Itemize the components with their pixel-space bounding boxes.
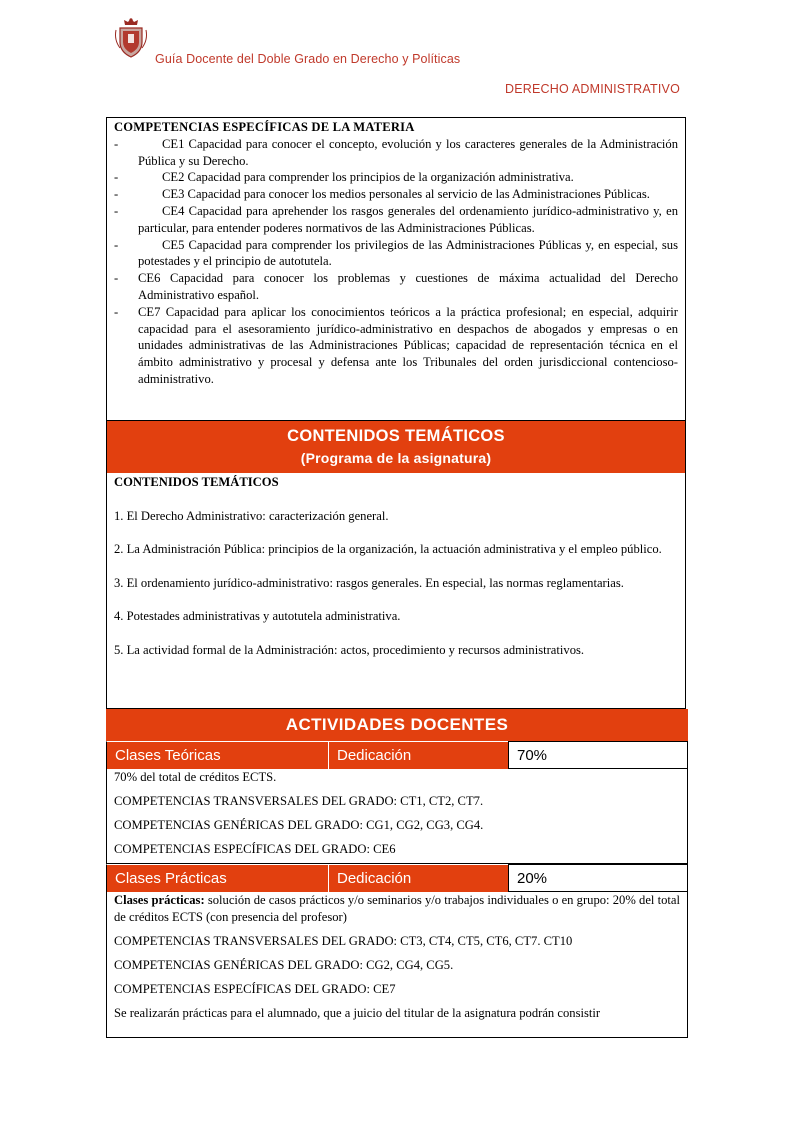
contenido-item: 2. La Administración Pública: principios de la organización, la actuación administrativa y el empleo público. (114, 542, 662, 557)
competencias-heading: COMPETENCIAS ESPECÍFICAS DE LA MATERIA (114, 120, 415, 134)
practicas-intro (114, 892, 680, 925)
teoricas-dedicacion-label: Dedicación (328, 741, 508, 769)
practicas-intro-bold: Clases prácticas: (114, 893, 205, 907)
contenidos-band-subtitle: (Programa de la asignatura) (300, 450, 492, 466)
teoricas-line: COMPETENCIAS TRANSVERSALES DEL GRADO: CT1, CT2, CT7. (114, 794, 484, 808)
teoricas-line: COMPETENCIAS ESPECÍFICAS DEL GRADO: CE6 (114, 842, 396, 856)
subject-name: DERECHO ADMINISTRATIVO (504, 82, 680, 96)
contenidos-heading: CONTENIDOS TEMÁTICOS (114, 475, 279, 489)
practicas-label: Clases Prácticas (106, 864, 328, 892)
actividades-band (106, 709, 688, 741)
practicas-line: COMPETENCIAS TRANSVERSALES DEL GRADO: CT3, CT4, CT5, CT6, CT7. CT10 (114, 934, 573, 948)
competencia-item: - CE3 Capacidad para conocer los medios personales al servicio de las Administraciones Públicas. (114, 187, 650, 202)
document-title: Guía Docente del Doble Grado en Derecho y Políticas (155, 52, 461, 66)
contenidos-section (106, 473, 686, 709)
competencias-section (106, 117, 686, 421)
competencia-item: - CE2 Capacidad para comprender los principios de la organización administrativa. (114, 170, 574, 185)
practicas-line: COMPETENCIAS GENÉRICAS DEL GRADO: CG2, CG4, CG5. (114, 958, 454, 972)
contenido-item: 5. La actividad formal de la Administración: actos, procedimiento y recursos administrativos. (114, 642, 585, 657)
teoricas-percent: 70% (508, 741, 688, 769)
contenidos-band-title: CONTENIDOS TEMÁTICOS (287, 427, 505, 445)
practicas-line: Se realizarán prácticas para el alumnado, que a juicio del titular de la asignatura podrán consistir (114, 1006, 601, 1020)
practicas-line: COMPETENCIAS ESPECÍFICAS DEL GRADO: CE7 (114, 982, 396, 996)
practicas-percent: 20% (508, 864, 688, 892)
teoricas-block (106, 769, 688, 864)
contenido-item: 1. El Derecho Administrativo: caracterización general. (114, 508, 389, 523)
practicas-header-row (106, 864, 688, 892)
practicas-block (106, 892, 688, 1038)
contenido-item: 3. El ordenamiento jurídico-administrativo: rasgos generales. En especial, las normas reglamentarias. (114, 575, 624, 590)
practicas-dedicacion-label: Dedicación (328, 864, 508, 892)
competencia-item: - CE7 Capacidad para aplicar los conocimientos teóricos a la práctica profesional; en especial, adquirir capacidad para el asesoramiento jurídico-administrativo en despachos de abogados y empresas o en unidades administrativas de las Administraciones Públicas; capacidad de representación técnica en el ámbito administrativo y procesal y defensa ante los Tribunales del orden jurisdiccional contencioso-administrativo. (114, 304, 678, 386)
teoricas-label: Clases Teóricas (106, 741, 328, 769)
teoricas-line: 70% del total de créditos ECTS. (114, 770, 277, 784)
teoricas-header-row (106, 741, 688, 769)
teoricas-line: COMPETENCIAS GENÉRICAS DEL GRADO: CG1, CG2, CG3, CG4. (114, 818, 484, 832)
practicas-intro-text: solución de casos prácticos y/o seminarios y/o trabajos individuales o en grupo: 20% del total de créditos ECTS (con presencia del profesor) (114, 893, 680, 924)
competencia-item: - CE1 Capacidad para conocer el concepto, evolución y los caracteres generales de la Administración Pública y su Derecho. (114, 136, 678, 168)
competencia-item: - CE4 Capacidad para aprehender los rasgos generales del ordenamiento jurídico-administrativo y, en particular, para entender poderes normativos de las Administraciones Públicas. (114, 203, 678, 235)
university-crest-icon (112, 16, 150, 60)
contenido-item: 4. Potestades administrativas y autotutela administrativa. (114, 609, 401, 624)
competencia-item: - CE6 Capacidad para conocer los problemas y cuestiones de máxima actualidad del Derecho Administrativo español. (114, 271, 678, 302)
contenidos-band (106, 421, 686, 473)
actividades-band-title: ACTIVIDADES DOCENTES (285, 715, 509, 734)
competencia-item: - CE5 Capacidad para comprender los privilegios de las Administraciones Públicas y, en especial, sus potestades y el principio de autotutela. (114, 237, 678, 269)
